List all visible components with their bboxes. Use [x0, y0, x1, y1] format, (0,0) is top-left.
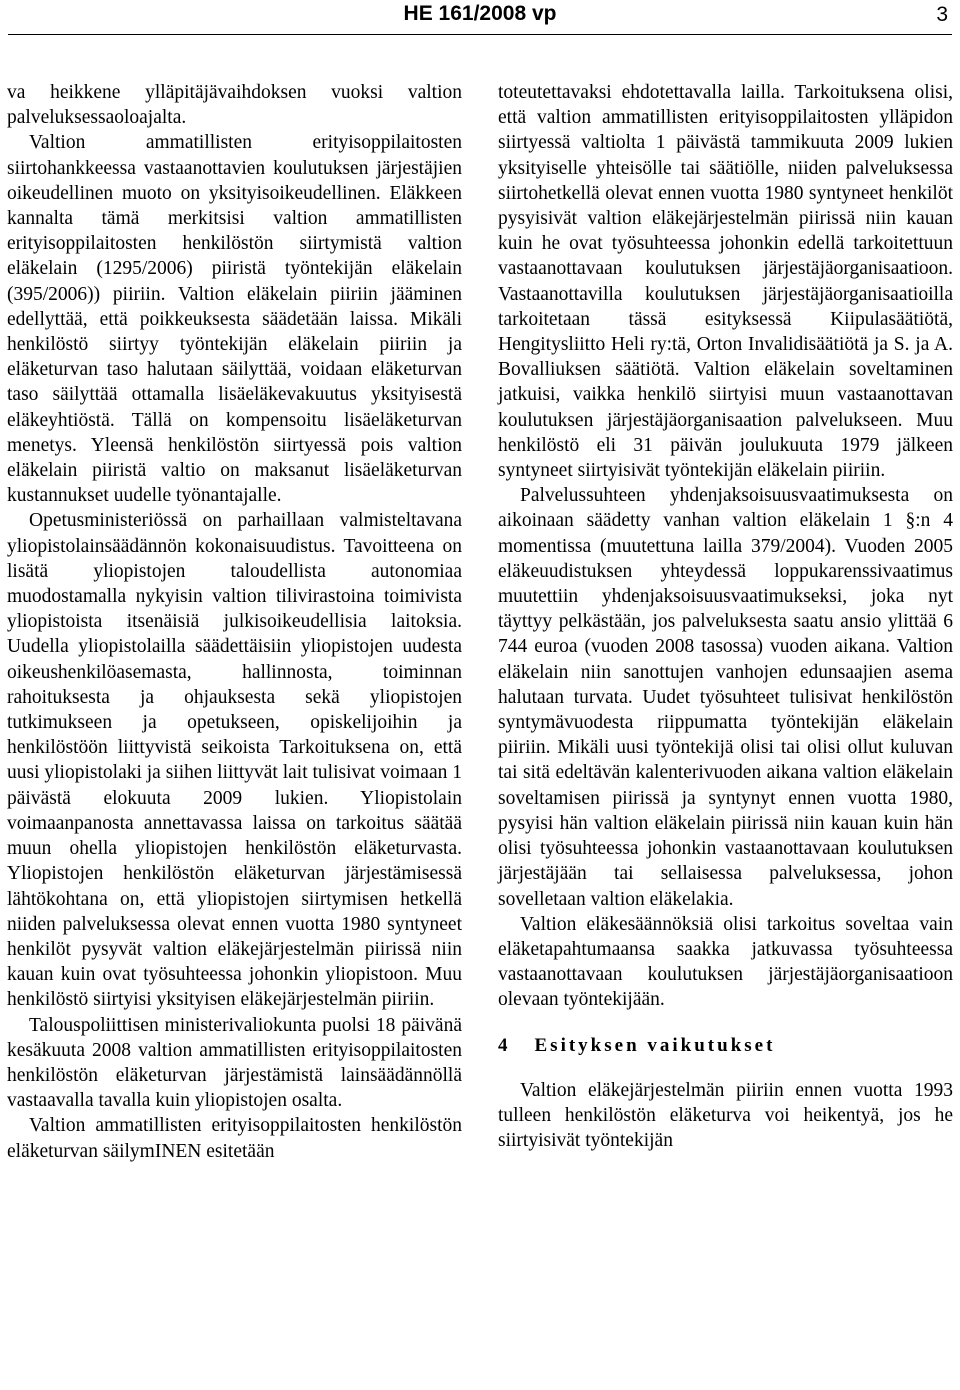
- page-header: [8, 0, 952, 35]
- paragraph: Opetusministeriössä on parhaillaan valmisteltavana yliopistolainsäädännön kokonaisuudistus. Tavoitteena on lisätä yliopistojen taloudellista autonomiaa muodostamalla nykyisin valtion tilivirastoina toimivista yliopistoista itsenäisiä julkisoikeudellisia laitoksia. Uudella yliopistolailla säädettäisiin yliopistojen uudesta oikeushenkilöasemasta, hallinnosta, toiminnan rahoituksesta ja ohjauksesta sekä yliopistojen tutkimukseen ja opetukseen, opiskelijoihin ja henkilöstöön liittyvistä seikoista Tarkoituksena on, että uusi yliopistolaki ja siihen liittyvät lait tulisivat voimaan 1 päivästä elokuuta 2009 lukien. Yliopistolain voimaanpanosta annettavassa laissa on tarkoitus säätää muun ohella yliopistojen henkilöstön eläketurvasta. Yliopistojen henkilöstön eläketurvan järjestämisessä lähtökohtana on, että yliopistojen siirtymisen hetkellä niiden palveluksessa olevat ennen vuotta 1980 syntyneet henkilöt pysyvät valtion eläkejärjestelmän piirissä niin kauan kuin ovat työsuhteessa johonkin yliopistoon. Muu henkilöstö siirtyisi yksityisen eläkejärjestelmän piiriin.: [7, 510, 462, 1011]
- paragraph: Valtion eläkejärjestelmän piiriin ennen vuotta 1993 tulleen henkilöstön eläketurva voi heikentyä, jos he siirtyisivät työntekijän: [498, 1079, 953, 1152]
- right-column: [498, 80, 953, 1153]
- section-number: 4: [498, 1034, 511, 1056]
- page-number: 3: [936, 3, 948, 26]
- section-heading: [498, 1033, 953, 1058]
- paragraph: Valtion ammatillisten erityisoppilaitosten henkilöstön eläketurvan säilymINEN esitetään: [7, 1115, 462, 1162]
- document-id: HE 161/2008 vp: [403, 2, 557, 25]
- paragraph: va heikkene ylläpitäjävaihdoksen vuoksi valtion palveluksessaoloajalta.: [7, 82, 462, 129]
- section-title: Esityksen vaikutukset: [534, 1034, 776, 1056]
- paragraph: Palvelussuhteen yhdenjaksoisuusvaatimuksesta on aikoinaan säädetty vanhan valtion eläkelain 1 §:n 4 momentissa (muutettuna lailla 379/2004). Vuoden 2005 eläkeuudistuksen yhteydessä loppukarenssivaatimus muutettiin yhdenjaksoisuusvaatimukseksi, joka nyt täyttyy pelkästään, jos palveluksesta saatu ansio ylittää 6 744 euroa (vuoden 2008 tasossa) vuoden aikana. Valtion eläkelain niin sanottujen vanhojen edunsaajien asema halutaan turvata. Uudet työsuhteet tulisivat henkilöstön syntymävuodesta riippumatta työntekijän eläkelain piiriin. Mikäli uusi työntekijä olisi tai olisi ollut kuluvan tai sitä edeltävän kalenterivuoden aikana valtion eläkelain soveltamisen piirissä ja syntynyt ennen vuotta 1980, pysyisi hän valtion eläkelain piirissä niin kauan kuin hän olisi työsuhteessa johonkin vastaanottavaan koulutuksen järjestäjään tai sellaisessa palveluksessa, johon sovelletaan valtion eläkelakia.: [498, 485, 953, 910]
- left-column: [7, 80, 462, 1164]
- paragraph: Valtion eläkesäännöksiä olisi tarkoitus soveltaa vain eläketapahtumaansa saakka jatkuvassa työsuhteessa vastaanottavaan koulutuksen järjestäjäorganisaatioon olevaan työntekijään.: [498, 913, 953, 1011]
- paragraph: Talouspoliittisen ministerivaliokunta puolsi 18 päivänä kesäkuuta 2008 valtion ammatillisten erityisoppilaitosten henkilöstön eläketurvan järjestämistä lainsäädännöllä vastaavalla tavalla kuin yliopistojen osalta.: [7, 1014, 462, 1112]
- paragraph: Valtion ammatillisten erityisoppilaitosten siirtohankkeessa vastaanottavien koulutuksen järjestäjien oikeudellinen muoto on yksityisoikeudellinen. Eläkkeen kannalta tämä merkitsisi valtion ammatillisten erityisoppilaitosten henkilöstön siirtymistä valtion eläkelain (1295/2006) piiristä työntekijän eläkelain (395/2006)) piiriin. Valtion eläkelain piiriin jääminen edellyttää, että poikkeuksesta säädetään laissa. Mikäli henkilöstö siirtyy työntekijän eläkelain piiriin ja eläketurvan taso halutaan säilyttää, voidaan eläketurvan taso säilyttää ottamalla lisäeläkevakuutus yksityisestä eläkeyhtiöstä. Tällä on kompensoitu lisäeläketurvan menetys. Yleensä henkilöstön siirtyessä pois valtion eläkelain piiristä valtio on maksanut lisäeläketurvan kustannukset uudelle työnantajalle.: [7, 132, 462, 507]
- paragraph: toteutettavaksi ehdotettavalla lailla. Tarkoituksena olisi, että valtion ammatillisten erityisoppilaitosten ylläpidon siirtyessä valtiolta 1 päivästä tammikuuta 2009 lukien yksityiselle yhteisölle tai säätiölle, niiden palveluksessa siirtohetkellä olevat ennen vuotta 1980 syntyneet henkilöt pysyisivät valtion eläkejärjestelmän piirissä niin kauan kuin he ovat työsuhteessa johonkin edellä tarkoitettuun vastaanottavaan koulutuksen järjestäjäorganisaatioon. Vastaanottavilla koulutuksen järjestäjäorganisaatioilla tarkoitetaan tässä esityksessä Kiipulasäätiötä, Hengitysliitto Heli ry:tä, Orton Invalidisäätiötä ja S. ja A. Bovalliuksen säätiötä. Valtion eläkelain soveltaminen jatkuisi, vaikka henkilö siirtyisi muun vastaanottavan koulutuksen järjestäjäorganisaation palvelukseen. Muu henkilöstö eli 31 päivän joulukuuta 1979 jälkeen syntyneet siirtyisivät työntekijän eläkelain piiriin.: [498, 82, 953, 482]
